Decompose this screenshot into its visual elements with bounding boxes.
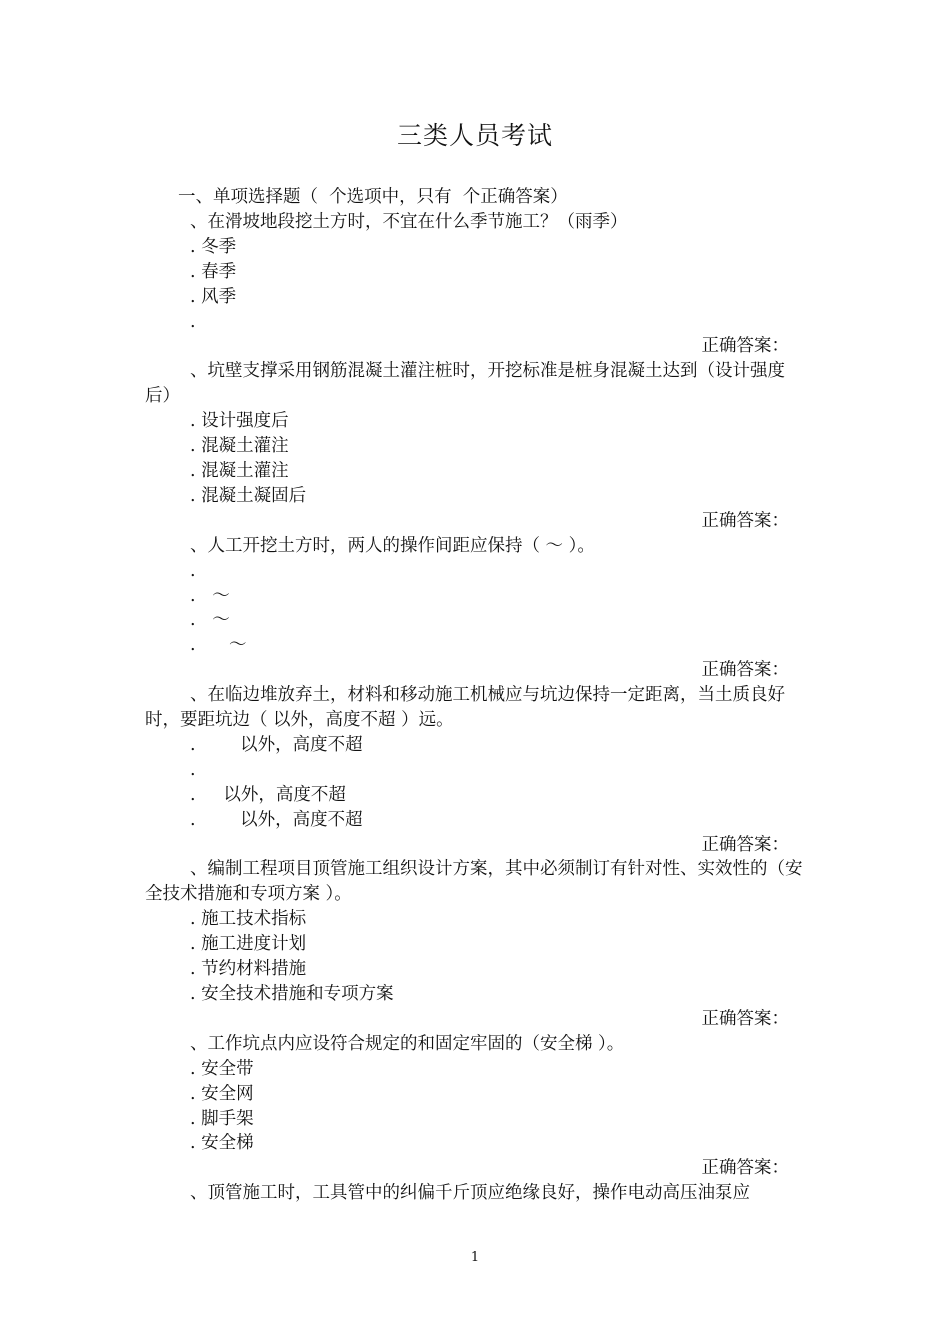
question-2-answer-label: 正确答案：	[701, 510, 789, 531]
question-4-option-b: .	[190, 759, 196, 780]
question-4-text: 、在临边堆放弃土，材料和移动施工机械应与坑边保持一定距离，当土质良好时，要距坑边（ 以外，高度不超 ）远。	[145, 685, 785, 731]
question-2-option-d: . 混凝土凝固后	[190, 485, 307, 506]
question-5-option-c: . 节约材料措施	[190, 959, 307, 980]
question-5-text: 、编制工程项目顶管施工组织设计方案，其中必须制订有针对性、实效性的（安全技术措施和专项方案 ）。	[145, 859, 803, 905]
question-1-text: 、在滑坡地段挖土方时，不宜在什么季节施工？（雨季）	[190, 211, 628, 232]
question-4-option-d: . 以外，高度不超	[190, 809, 363, 830]
document-body	[145, 185, 810, 1206]
question-1-option-c: . 风季	[190, 286, 237, 307]
question-2-option-c: . 混凝土灌注	[190, 460, 289, 481]
question-1-answer-label: 正确答案：	[701, 336, 789, 357]
question-1-option-a: . 冬季	[190, 236, 237, 257]
question-2-option-b: . 混凝土灌注	[190, 436, 289, 457]
question-5-option-b: . 施工进度计划	[190, 934, 307, 955]
question-6-option-c: . 脚手架	[190, 1108, 254, 1129]
question-4-option-a: . 以外，高度不超	[190, 734, 363, 755]
question-1-option-b: . 春季	[190, 261, 237, 282]
document-title: 三类人员考试	[396, 121, 553, 150]
question-1-option-d: .	[190, 311, 196, 332]
question-3-option-b: . ～	[190, 585, 230, 606]
question-2-option-a: . 设计强度后	[190, 411, 289, 432]
question-3-option-a: .	[190, 560, 196, 581]
question-5-answer-label: 正确答案：	[701, 1008, 789, 1029]
question-6-text: 、工作坑点内应设符合规定的和固定牢固的（安全梯 ）。	[190, 1033, 625, 1054]
section-heading: 一、单项选择题（ 个选项中，只有 个正确答案）	[178, 187, 568, 207]
question-3-option-c: . ～	[190, 610, 230, 631]
question-6-option-d: . 安全梯	[190, 1133, 254, 1154]
question-4-answer-label: 正确答案：	[701, 834, 789, 855]
question-6-option-a: . 安全带	[190, 1058, 254, 1079]
question-6-answer-label: 正确答案：	[701, 1158, 789, 1179]
question-2-text: 、坑壁支撑采用钢筋混凝土灌注桩时，开挖标准是桩身混凝土达到（设计强度后）	[145, 361, 785, 407]
question-7-text: 、顶管施工时，工具管中的纠偏千斤顶应绝缘良好，操作电动高压油泵应	[190, 1183, 750, 1204]
question-5-option-a: . 施工技术指标	[190, 909, 307, 930]
question-6-option-b: . 安全网	[190, 1083, 254, 1104]
page-number: 1	[470, 1250, 480, 1265]
question-3-text: 、人工开挖土方时，两人的操作间距应保持（ ～ ）。	[190, 535, 595, 556]
question-5-option-d: . 安全技术措施和专项方案	[190, 984, 394, 1004]
question-3-option-d: . ～	[190, 635, 247, 656]
question-4-option-c: . 以外，高度不超	[190, 784, 346, 805]
question-3-answer-label: 正确答案：	[701, 660, 789, 681]
